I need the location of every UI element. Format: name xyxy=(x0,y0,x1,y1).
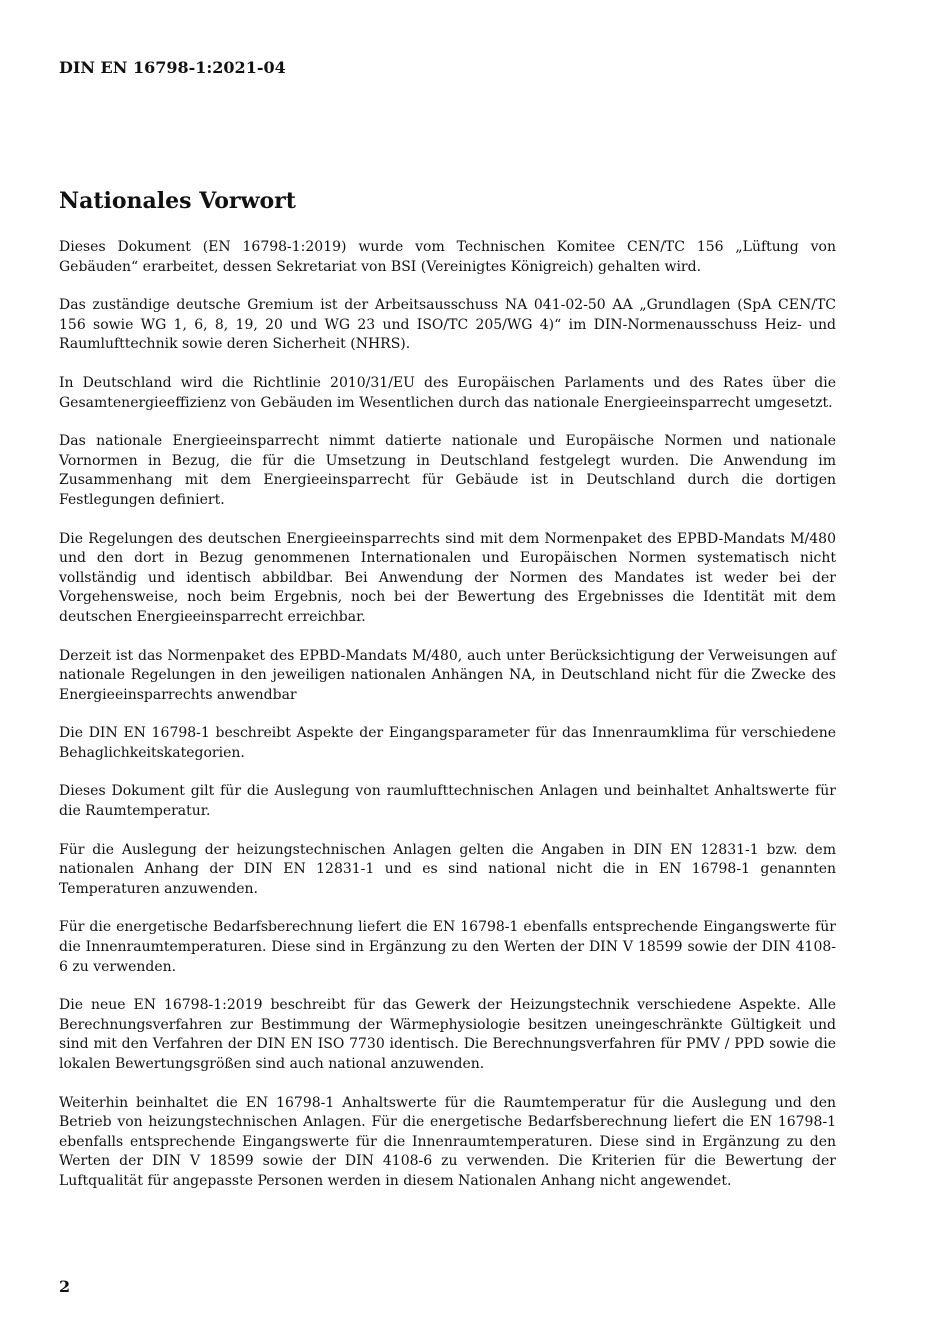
paragraph: Die Regelungen des deutschen Energieeinsparrechts sind mit dem Normenpaket des EPBD-Mandats M/480 und den dort in Bezug genommenen Internationalen und Europäischen Normen systematisch nicht vollständig und identisch abbildbar. Bei Anwendung der Normen des Mandates ist weder bei der Vorgehensweise, noch beim Ergebnis, noch bei der Bewertung des Ergebnisses die Identität mit dem deutschen Energieeinsparrecht erreichbar. xyxy=(59,530,836,625)
paragraph: Das zuständige deutsche Gremium ist der Arbeitsausschuss NA 041-02-50 AA „Grundlagen (SpA CEN/TC 156 sowie WG 1, 6, 8, 19, 20 und WG 23 und ISO/TC 205/WG 4)“ im DIN-Normenausschuss Heiz- und Raumlufttechnik sowie deren Sicherheit (NHRS). xyxy=(59,297,836,353)
document-id: DIN EN 16798-1:2021-04 xyxy=(59,58,286,77)
paragraph: Für die energetische Bedarfsberechnung liefert die EN 16798-1 ebenfalls entsprechende Eingangswerte für die Innenraumtemperaturen. Diese sind in Ergänzung zu den Werten der DIN V 18599 sowie der DIN 4108-6 zu verwenden. xyxy=(59,919,836,975)
paragraph: Die DIN EN 16798-1 beschreibt Aspekte der Eingangsparameter für das Innenraumklima für verschiedene Behaglichkeitskategorien. xyxy=(59,725,836,761)
body-text xyxy=(59,238,836,1211)
page-number: 2 xyxy=(59,1277,71,1296)
paragraph: Das nationale Energieeinsparrecht nimmt datierte nationale und Europäische Normen und nationale Vornormen in Bezug, die für die Umsetzung in Deutschland festgelegt wurden. Die Anwendung im Zusammenhang mit dem Energieeinsparrecht für Gebäude ist in Deutschland durch die dortigen Festlegungen definiert. xyxy=(59,433,836,508)
paragraph: Dieses Dokument gilt für die Auslegung von raumlufttechnischen Anlagen und beinhaltet Anhaltswerte für die Raumtemperatur. xyxy=(59,783,836,820)
paragraph: Derzeit ist das Normenpaket des EPBD-Mandats M/480, auch unter Berücksichtigung der Verweisungen auf nationale Regelungen in den jeweiligen nationalen Anhängen NA, in Deutschland nicht für die Zwecke des Energieeinsparrechts anwendbar xyxy=(59,647,836,703)
paragraph: Die neue EN 16798-1:2019 beschreibt für das Gewerk der Heizungstechnik verschiedene Aspekte. Alle Berechnungsverfahren zur Bestimmung der Wärmephysiologie besitzen uneingeschränkte Gültigkeit und sind mit den Verfahren der DIN EN ISO 7730 identisch. Die Berechnungsverfahren für PMV / PPD sowie die lokalen Bewertungsgrößen sind auch national anzuwenden. xyxy=(59,997,836,1072)
paragraph: Für die Auslegung der heizungstechnischen Anlagen gelten die Angaben in DIN EN 12831-1 bzw. dem nationalen Anhang der DIN EN 12831-1 und es sind national nicht die in EN 16798-1 genannten Temperaturen anzuwenden. xyxy=(59,841,836,897)
paragraph: Dieses Dokument (EN 16798-1:2019) wurde vom Technischen Komitee CEN/TC 156 „Lüftung von Gebäuden“ erarbeitet, dessen Sekretariat von BSI (Vereinigtes Königreich) gehalten wird. xyxy=(59,239,836,275)
paragraph: Weiterhin beinhaltet die EN 16798-1 Anhaltswerte für die Raumtemperatur für die Auslegung und den Betrieb von heizungstechnischen Anlagen. Für die energetische Bedarfsberechnung liefert die EN 16798-1 ebenfalls entsprechende Eingangswerte für die Innenraumtemperaturen. Diese sind in Ergänzung zu den Werten der DIN V 18599 sowie der DIN 4108-6 zu verwenden. Die Kriterien für die Bewertung der Luftqualität für angepasste Personen werden in diesem Nationalen Anhang nicht angewendet. xyxy=(59,1094,836,1189)
paragraph: In Deutschland wird die Richtlinie 2010/31/EU des Europäischen Parlaments und des Rates über die Gesamtenergieeffizienz von Gebäuden im Wesentlichen durch das nationale Energieeinsparrecht umgesetzt. xyxy=(59,374,836,411)
section-title: Nationales Vorwort xyxy=(59,188,296,214)
